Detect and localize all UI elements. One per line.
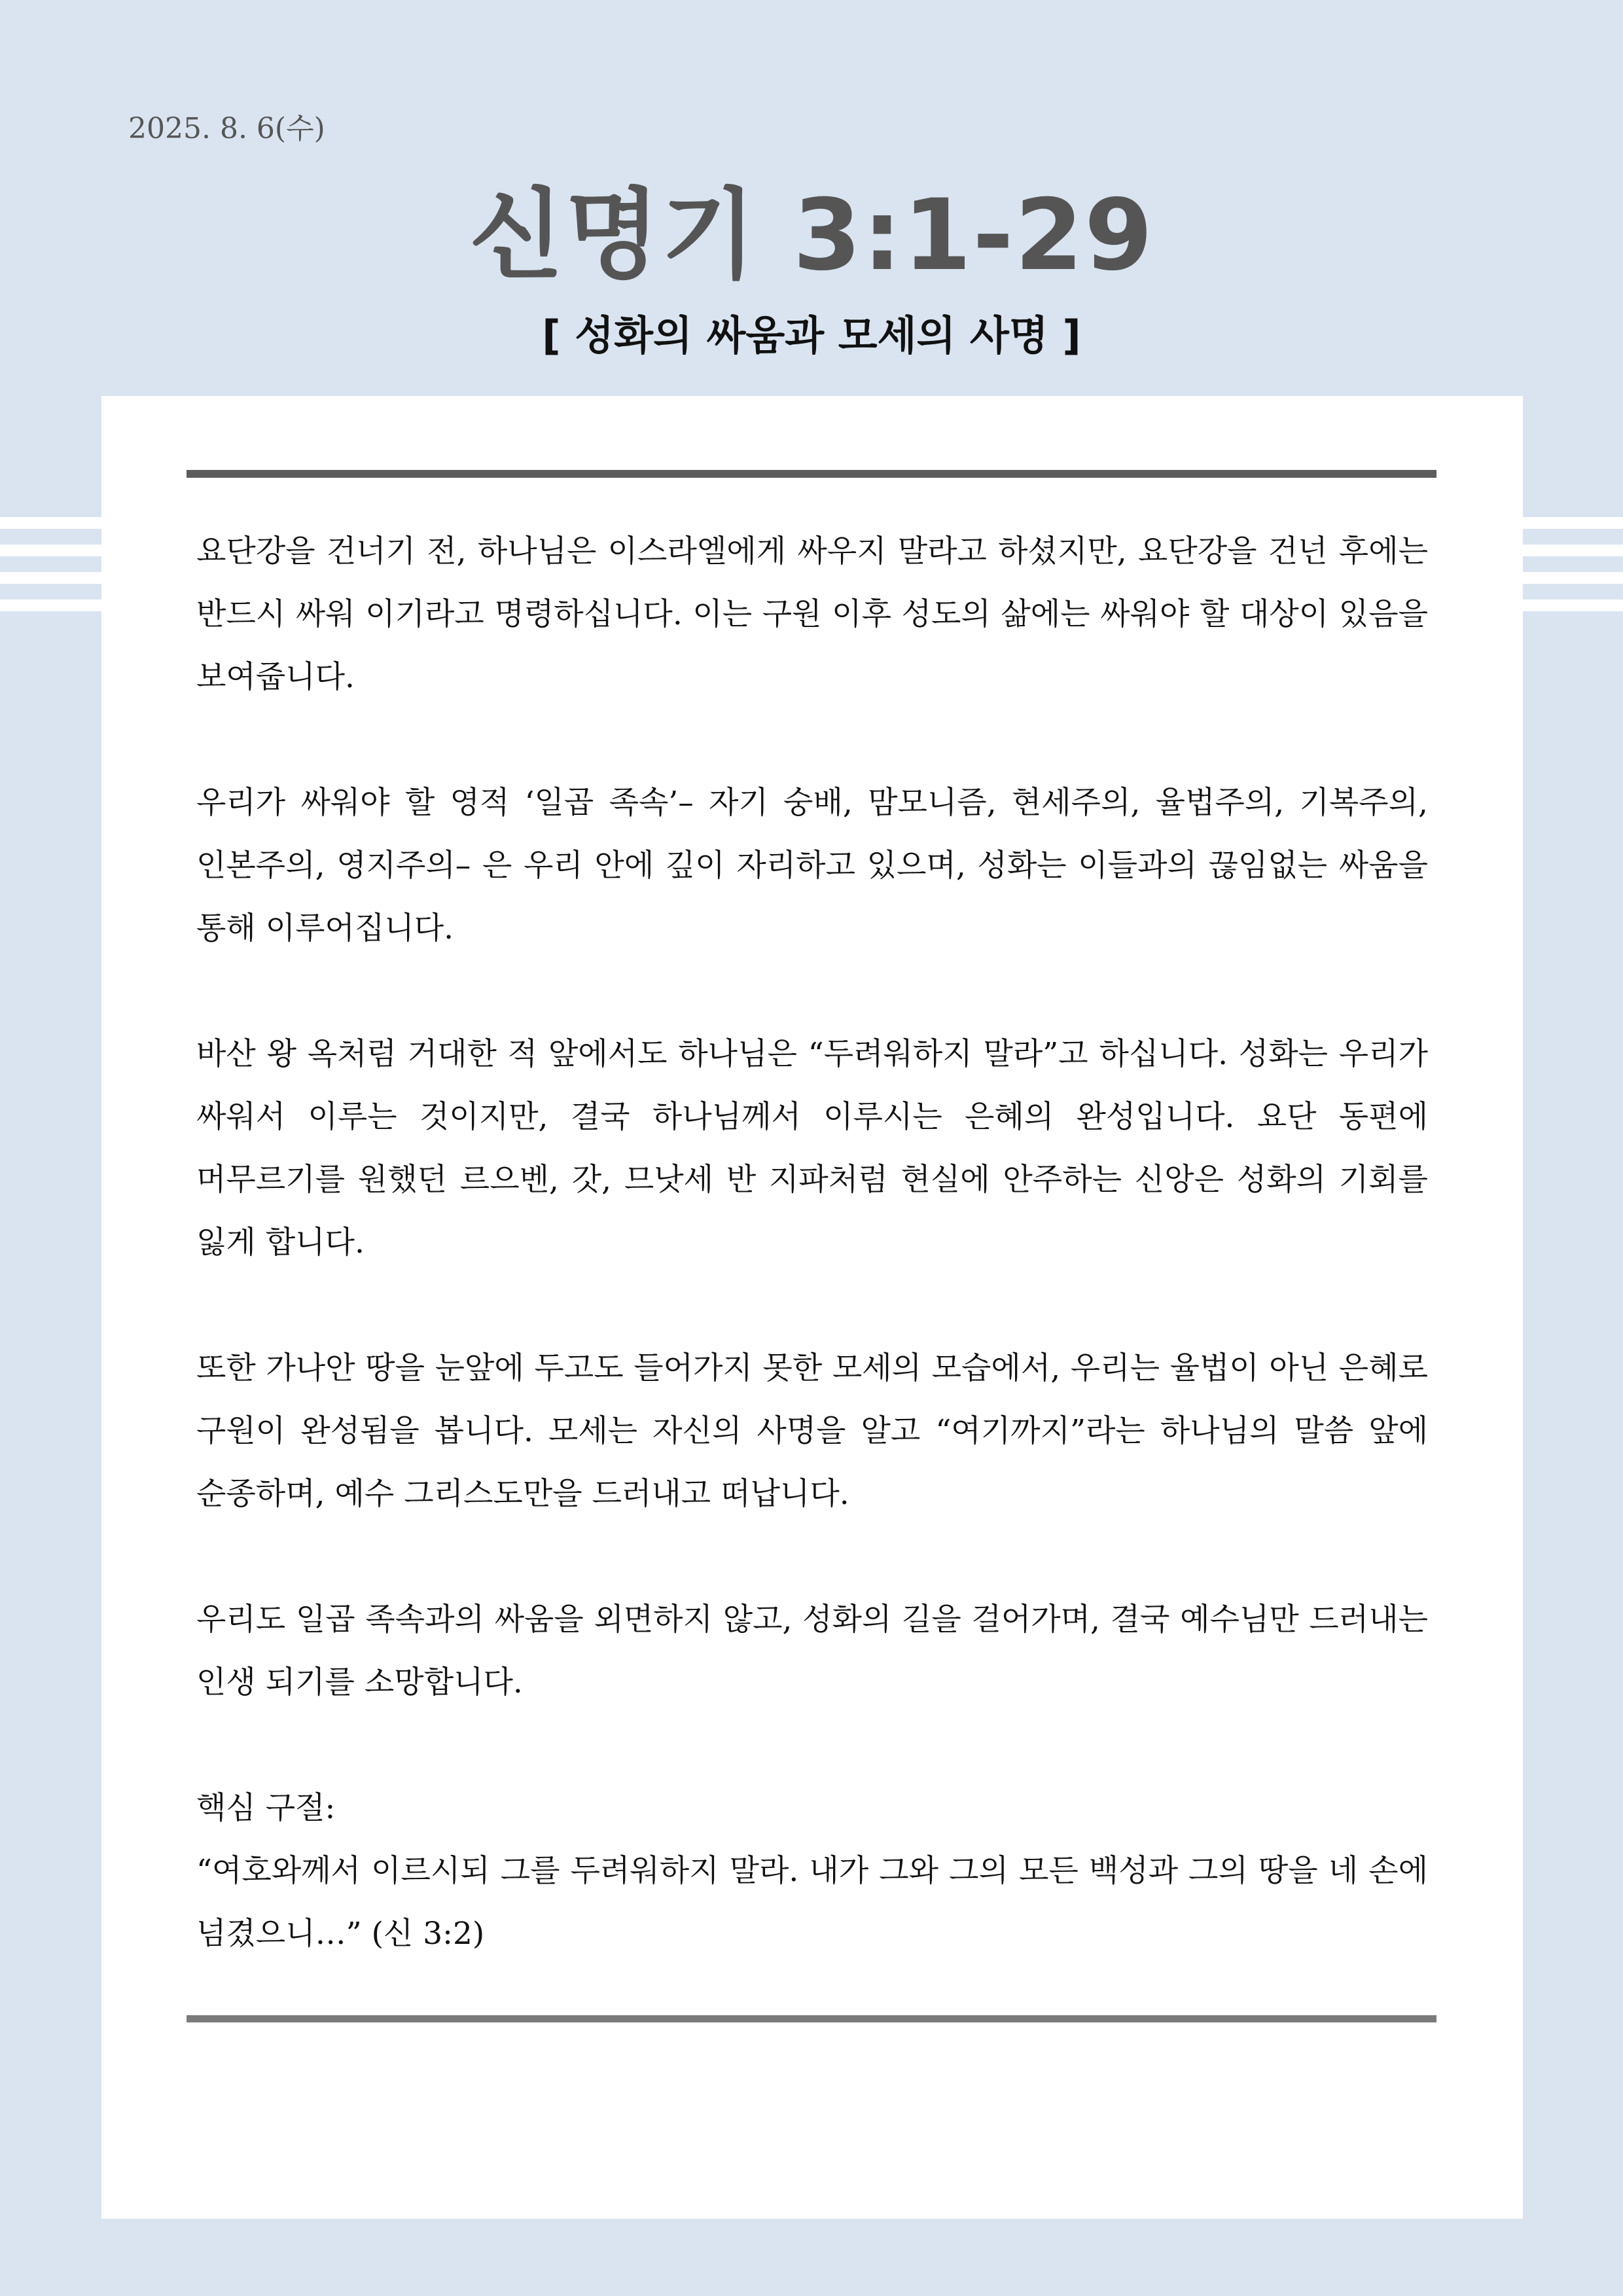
decor-stripe <box>1523 600 1623 611</box>
decor-stripe <box>0 545 101 556</box>
paragraph: 우리도 일곱 족속과의 싸움을 외면하지 않고, 성화의 길을 걸어가며, 결국 예수님만 드러내는 인생 되기를 소망합니다. <box>196 1602 1428 1700</box>
top-divider <box>187 470 1436 478</box>
page-title: 신명기 3:1-29 <box>469 179 1154 293</box>
paragraph: 요단강을 건너기 전, 하나님은 이스라엘에게 싸우지 말라고 하셨지만, 요단강을 건넌 후에는 반드시 싸워 이기라고 명령하십니다. 이는 구원 이후 성도의 삶에는 싸워야 할 대상이 있음을 보여줍니다. <box>196 533 1428 695</box>
paragraph: 또한 가나안 땅을 눈앞에 두고도 들어가지 못한 모세의 모습에서, 우리는 율법이 아닌 은혜로 구원이 완성됨을 봅니다. 모세는 자신의 사명을 알고 “여기까지”라는 하나님의 말씀 앞에 순종하며, 예수 그리스도만을 드러내고 떠납니다. <box>196 1350 1428 1512</box>
paragraph: 바산 왕 옥처럼 거대한 적 앞에서도 하나님은 “두려워하지 말라”고 하십니다. 성화는 우리가 싸워서 이루는 것이지만, 결국 하나님께서 이루시는 은혜의 완성입니다. 요단 동편에 머무르기를 원했던 르으벤, 갓, 므낫세 반 지파처럼 현실에 안주하는 신앙은 성화의 기회를 잃게 합니다. <box>196 1036 1428 1261</box>
page-subtitle: [ 성화의 싸움과 모세의 사명 ] <box>542 312 1081 359</box>
decor-stripe <box>0 517 101 529</box>
bottom-divider <box>187 2015 1436 2022</box>
decor-stripe <box>1523 517 1623 529</box>
decor-stripe <box>0 600 101 611</box>
decor-stripe <box>0 572 101 584</box>
paragraph: 우리가 싸워야 할 영적 ‘일곱 족속’– 자기 숭배, 맘모니즘, 현세주의, 율법주의, 기복주의, 인본주의, 영지주의– 은 우리 안에 깊이 자리하고 있으며, 성화는 이들과의 끊임없는 싸움을 통해 이루어집니다. <box>196 785 1428 946</box>
devotional-body <box>196 520 1428 1965</box>
decor-stripe <box>1523 572 1623 584</box>
footer-band <box>0 2219 1623 2296</box>
key-verse-label: 핵심 구절: <box>196 1790 336 1826</box>
date-label: 2025. 8. 6(수) <box>128 112 325 145</box>
decor-stripe <box>1523 545 1623 556</box>
key-verse-text: “여호와께서 이르시되 그를 두려워하지 말라. 내가 그와 그의 모든 백성과 그의 땅을 네 손에 넘겼으니…” (신 3:2) <box>196 1853 1428 1952</box>
